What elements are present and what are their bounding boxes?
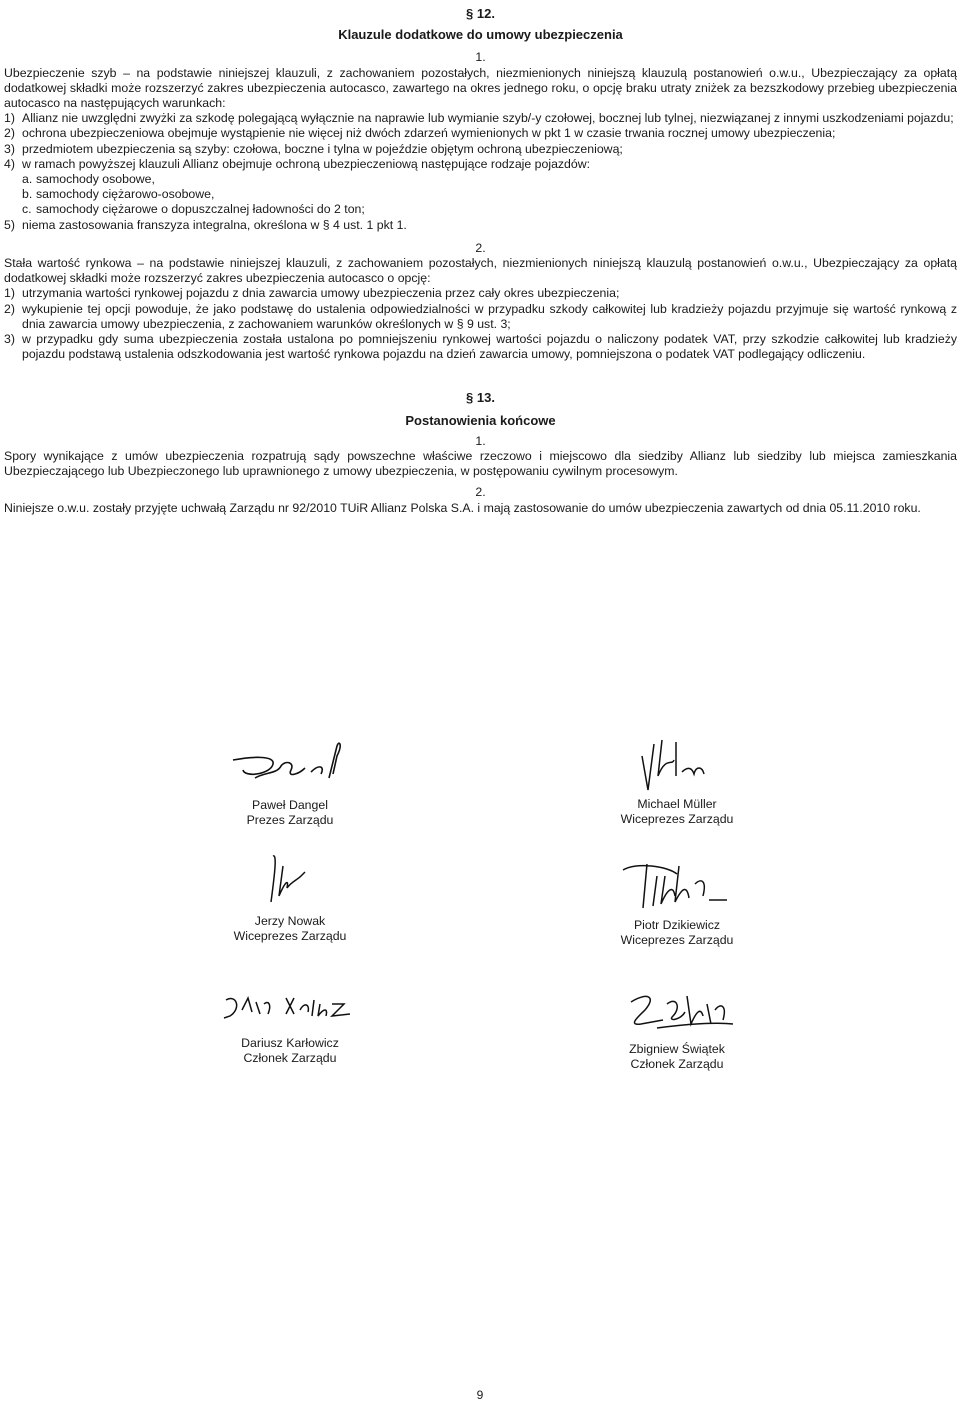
- section-13-title: § 13.: [466, 390, 495, 406]
- signature-block: [160, 738, 420, 828]
- signature-block: [547, 736, 807, 827]
- page-number: 9: [476, 1388, 484, 1402]
- paragraph-number: 1.: [475, 50, 486, 65]
- signature-image: [632, 736, 722, 792]
- signatory-name: Piotr Dzikiewicz: [633, 918, 721, 932]
- list-item: 1) utrzymania wartości rynkowej pojazdu z dnia zawarcia umowy ubezpieczenia przez cały okres ubezpieczenia;: [4, 286, 620, 301]
- list: [4, 111, 957, 233]
- signature-image: [617, 856, 737, 912]
- list: [4, 286, 957, 362]
- sub-list-item: a. samochody osobowe,: [22, 172, 155, 187]
- paragraph-number: 2.: [475, 240, 486, 255]
- signature-block: [160, 990, 420, 1066]
- signatory-role: Wiceprezes Zarządu: [620, 933, 734, 947]
- paragraph-number: 2.: [475, 485, 486, 500]
- signatory-name: Paweł Dangel: [252, 798, 328, 812]
- list-item: 2) ochrona ubezpieczeniowa obejmuje wystąpienie nie więcej niż dwóch zdarzeń wymienionych w pkt 1 w czasie trwania rocznej umowy ubezpieczenia;: [4, 126, 836, 141]
- signatory-role: Wiceprezes Zarządu: [620, 812, 734, 826]
- list-item: 3) przedmiotem ubezpieczenia są szyby: czołowa, boczne i tylna w pojeździe objętym ochroną ubezpieczeniową;: [4, 141, 623, 156]
- signature-image: [255, 852, 325, 910]
- signature-block: [160, 852, 420, 944]
- section-12-title: § 12.: [466, 6, 495, 21]
- signature-block: [547, 984, 807, 1072]
- signature-image: [220, 990, 360, 1024]
- list-item: 5) niema zastosowania franszyza integralna, określona w § 4 ust. 1 pkt 1.: [4, 217, 407, 232]
- list-item: 3) w przypadku gdy suma ubezpieczenia została ustalona po pomniejszeniu rynkowej wartości pojazdu o naliczony podatek VAT, przy szkodzie całkowitej lub kradzieży pojazdu podstawą ustalenia odszkodowania jest wartość rynkowa pojazdu na dzień zawarcia umowy, pomniejszona o podatek VAT podlegający odliczeniu.: [4, 332, 957, 362]
- paragraph-text: Ubezpieczenie szyb – na podstawie niniejszej klauzuli, z zachowaniem pozostałych, niezmienionych niniejszą klauzulą postanowień o.w.u., Ubezpieczający za opłatą dodatkowej składki może rozszerzyć zakres ubezpieczenia autocasco, zawartego na okres jednego roku, o opcję braku utraty zniżek za bezszkodowy przebieg ubezpieczenia autocasco na następujących warunkach:: [4, 65, 957, 111]
- signature-image: [617, 984, 737, 1034]
- document-page: [4, 0, 957, 516]
- section-13-heading: Postanowienia końcowe: [405, 412, 556, 428]
- list-item: 2) wykupienie tej opcji powoduje, że jako podstawę do ustalenia odpowiedzialności w przypadku szkody całkowitej lub kradzieży pojazdu przyjmuje się wartość rynkową z dnia zawarcia umowy ubezpieczenia, z zachowaniem warunków określonych w § 9 ust. 3;: [4, 301, 957, 331]
- sub-list-item: b. samochody ciężarowo-osobowe,: [22, 187, 215, 202]
- signatory-name: Dariusz Karłowicz: [241, 1036, 339, 1050]
- signatory-name: Zbigniew Świątek: [629, 1042, 725, 1056]
- list-item: 1) Allianz nie uwzględni zwyżki za szkodę polegającą wyłącznie na naprawie lub wymianie szyb/-y czołowej, bocznej lub tylnej, niezwiązanej z innymi uszkodzeniami pojazdu;: [4, 111, 954, 126]
- section-12-heading: Klauzule dodatkowe do umowy ubezpieczenia: [338, 27, 623, 43]
- signatory-name: Jerzy Nowak: [254, 914, 326, 928]
- signatory-role: Prezes Zarządu: [246, 813, 334, 827]
- sub-list-item: c. samochody ciężarowe o dopuszczalnej ładowności do 2 ton;: [22, 202, 365, 217]
- signatory-role: Wiceprezes Zarządu: [233, 929, 347, 943]
- paragraph-number: 1.: [475, 433, 486, 448]
- signatory-role: Członek Zarządu: [243, 1051, 337, 1065]
- paragraph-text: Stała wartość rynkowa – na podstawie niniejszej klauzuli, z zachowaniem pozostałych, niezmienionych niniejszą klauzulą postanowień o.w.u., Ubezpieczający za opłatą dodatkowej składki może rozszerzyć zakres ubezpieczenia autocasco o opcję:: [4, 256, 957, 286]
- signature-image: [225, 738, 355, 790]
- signatory-role: Członek Zarządu: [630, 1057, 724, 1071]
- list-item: 4) w ramach powyższej klauzuli Allianz obejmuje ochroną ubezpieczeniową następujące rodzaje pojazdów:: [4, 156, 591, 171]
- signatory-name: Michael Müller: [637, 797, 717, 811]
- paragraph-text: Spory wynikające z umów ubezpieczenia rozpatrują sądy powszechne właściwe rzeczowo i miejscowo dla siedziby Allianz lub siedziby lub miejsca zamieszkania Ubezpieczającego lub Ubezpieczonego lub uprawnionego z umowy ubezpieczenia, w postępowaniu cywilnym procesowym.: [4, 449, 957, 479]
- signature-block: [547, 856, 807, 948]
- paragraph-text: Niniejsze o.w.u. zostały przyjęte uchwałą Zarządu nr 92/2010 TUiR Allianz Polska S.A. i mają zastosowanie do umów ubezpieczenia zawartych od dnia 05.11.2010 roku.: [4, 500, 921, 515]
